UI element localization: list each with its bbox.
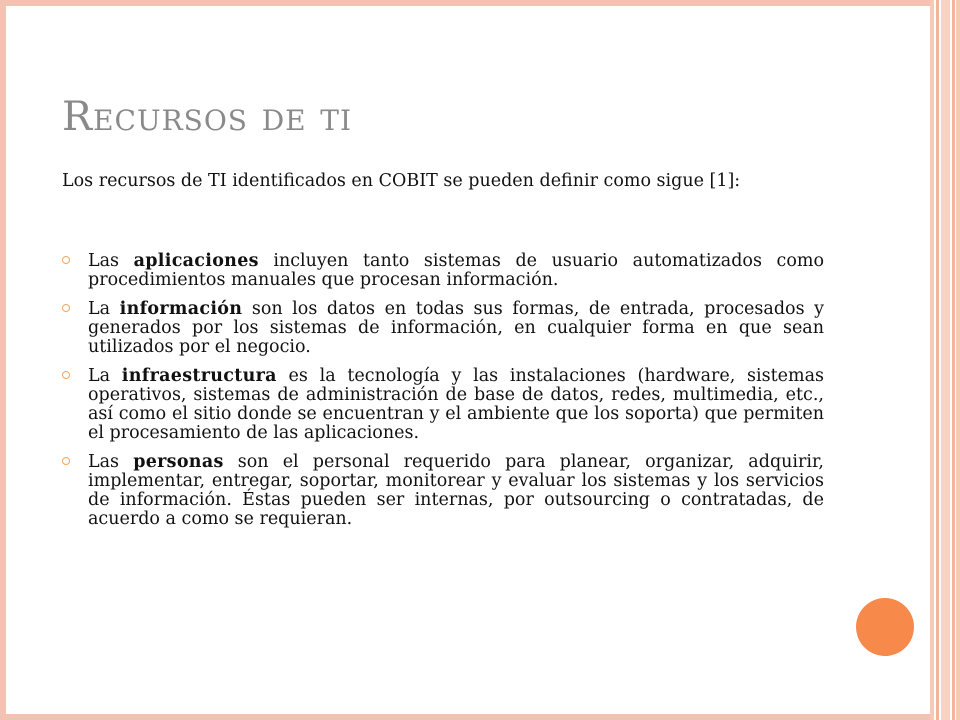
bullet-text-pre: Las bbox=[88, 452, 134, 472]
bullet-text-post: son el personal requerido para planear, organizar, adquirir, implementar, entregar, soportar, monitorear y evaluar los sistemas y los servicios de información. Éstas pueden ser internas, por outsourcing o contratadas, de acuerdo a como se requieran. bbox=[88, 452, 824, 529]
bullet-keyword: aplicaciones bbox=[133, 251, 259, 271]
decorative-stripes bbox=[930, 0, 960, 720]
stripe bbox=[952, 0, 955, 720]
stripe bbox=[930, 0, 934, 720]
bullet-text-post: son los datos en todas sus formas, de entrada, procesados y generados por los sistemas de información, en cualquier forma en que sean utilizados por el negocio. bbox=[88, 299, 824, 357]
slide-title: Recursos de ti bbox=[62, 94, 353, 140]
stripe bbox=[956, 0, 960, 720]
bullet-item-aplicaciones bbox=[62, 252, 824, 290]
stripe bbox=[936, 0, 939, 720]
bullet-keyword: información bbox=[119, 299, 243, 319]
bullet-keyword: infraestructura bbox=[121, 366, 277, 386]
bullet-text-pre: La bbox=[88, 299, 120, 319]
bullet-item-informacion bbox=[62, 300, 824, 357]
frame-top-border bbox=[0, 0, 930, 6]
circle-bullet-icon bbox=[62, 304, 70, 312]
intro-paragraph: Los recursos de TI identificados en COBIT se pueden definir como sigue [1]: bbox=[62, 171, 741, 191]
frame-bottom-border bbox=[0, 714, 930, 720]
circle-bullet-icon bbox=[62, 457, 70, 465]
bullet-keyword: personas bbox=[133, 452, 224, 472]
bullet-text-post: incluyen tanto sistemas de usuario automatizados como procedimientos manuales que procesan información. bbox=[88, 251, 824, 290]
decorative-orange-circle bbox=[856, 598, 914, 656]
bullet-text-post: es la tecnología y las instalaciones (hardware, sistemas operativos, sistemas de administración de base de datos, redes, multimedia, etc., así como el sitio donde se encuentran y el ambiente que los soporta) que permiten el procesamiento de las aplicaciones. bbox=[88, 366, 824, 443]
bullet-text-pre: La bbox=[88, 366, 122, 386]
bullet-text-pre: Las bbox=[88, 251, 134, 271]
stripe bbox=[941, 0, 950, 720]
circle-bullet-icon bbox=[62, 256, 70, 264]
frame-left-border bbox=[0, 0, 6, 720]
bullet-item-infraestructura bbox=[62, 367, 824, 443]
circle-bullet-icon bbox=[62, 371, 70, 379]
bullet-list bbox=[62, 252, 824, 539]
bullet-item-personas bbox=[62, 453, 824, 529]
